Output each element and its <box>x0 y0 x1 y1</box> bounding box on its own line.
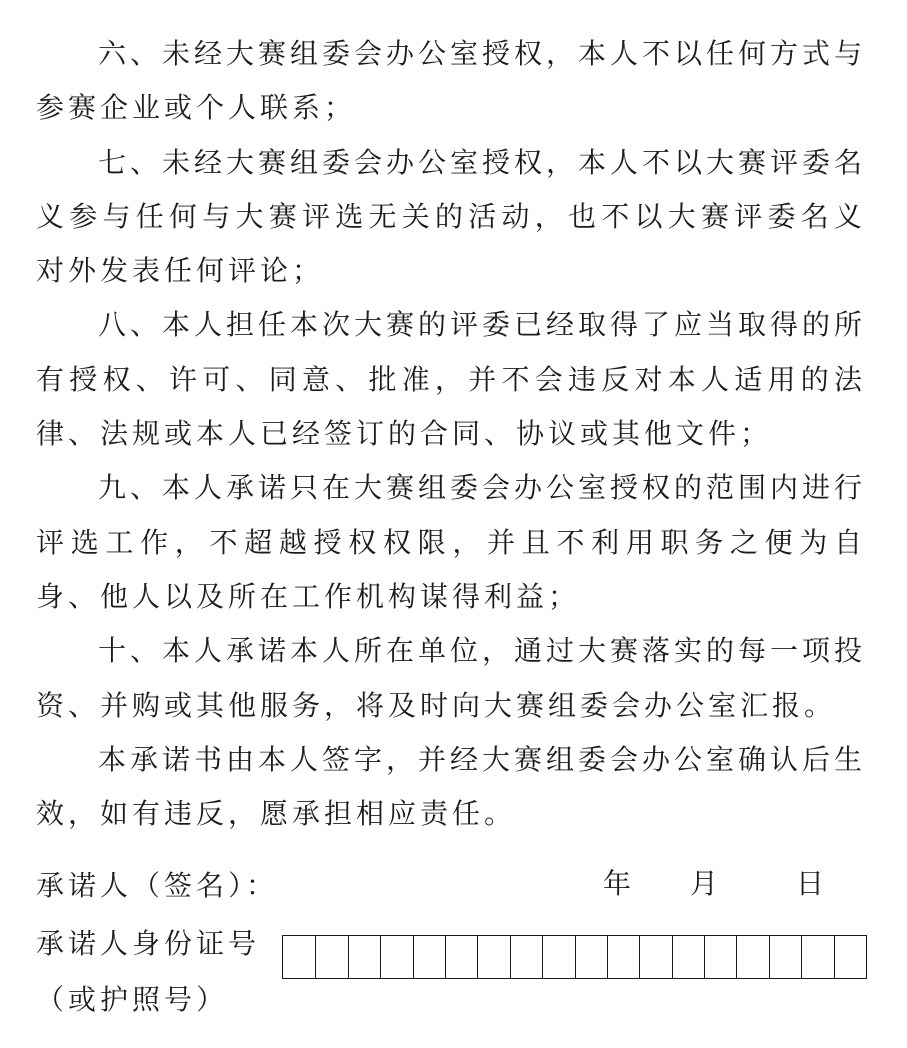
id-digit-box <box>639 936 671 978</box>
id-digit-box <box>736 936 768 978</box>
id-digit-box <box>315 936 347 978</box>
clause-ten: 十、本人承诺本人所在单位，通过大赛落实的每一项投资、并购或其他服务，将及时向大赛组委会办公室汇报。 <box>36 634 867 722</box>
clause-eight: 八、本人担任本次大赛的评委已经取得了应当取得的所有授权、许可、同意、批准，并不会违反对本人适用的法律、法规或本人已经签订的合同、协议或其他文件； <box>36 308 867 451</box>
date-day-label: 日 <box>796 867 829 900</box>
id-digit-box <box>769 936 801 978</box>
id-number-grid <box>282 935 867 979</box>
passport-number-label: （或护照号） <box>36 983 229 1016</box>
clause-seven: 七、未经大赛组委会办公室授权，本人不以大赛评委名义参与任何与大赛评选无关的活动，也不以大赛评委名义对外发表任何评论； <box>36 145 867 288</box>
id-digit-box <box>704 936 736 978</box>
id-number-label: 承诺人身份证号 <box>36 927 261 960</box>
signer-label: 承诺人（签名）： <box>36 869 279 902</box>
id-digit-box <box>801 936 833 978</box>
clause-nine: 九、本人承诺只在大赛组委会办公室授权的范围内进行评选工作，不超越授权权限，并且不利用职务之便为自身、他人以及所在工作机构谋得利益； <box>36 471 867 613</box>
id-digit-box <box>380 936 412 978</box>
id-digit-box <box>477 936 509 978</box>
id-digit-box <box>607 936 639 978</box>
date-year-label: 年 <box>603 867 636 900</box>
id-digit-box <box>672 936 704 978</box>
id-digit-box <box>510 936 542 978</box>
effectiveness-statement: 本承诺书由本人签字，并经大赛组委会办公室确认后生效，如有违反，愿承担相应责任。 <box>36 742 867 831</box>
id-digit-box <box>834 936 866 978</box>
clause-six: 六、未经大赛组委会办公室授权，本人不以任何方式与参赛企业或个人联系； <box>36 37 867 125</box>
id-digit-box <box>348 936 380 978</box>
id-digit-box <box>283 936 315 978</box>
id-digit-box <box>413 936 445 978</box>
id-digit-box <box>542 936 574 978</box>
id-digit-box <box>445 936 477 978</box>
commitment-clauses <box>36 27 866 841</box>
date-month-label: 月 <box>690 867 723 900</box>
id-digit-box <box>575 936 607 978</box>
